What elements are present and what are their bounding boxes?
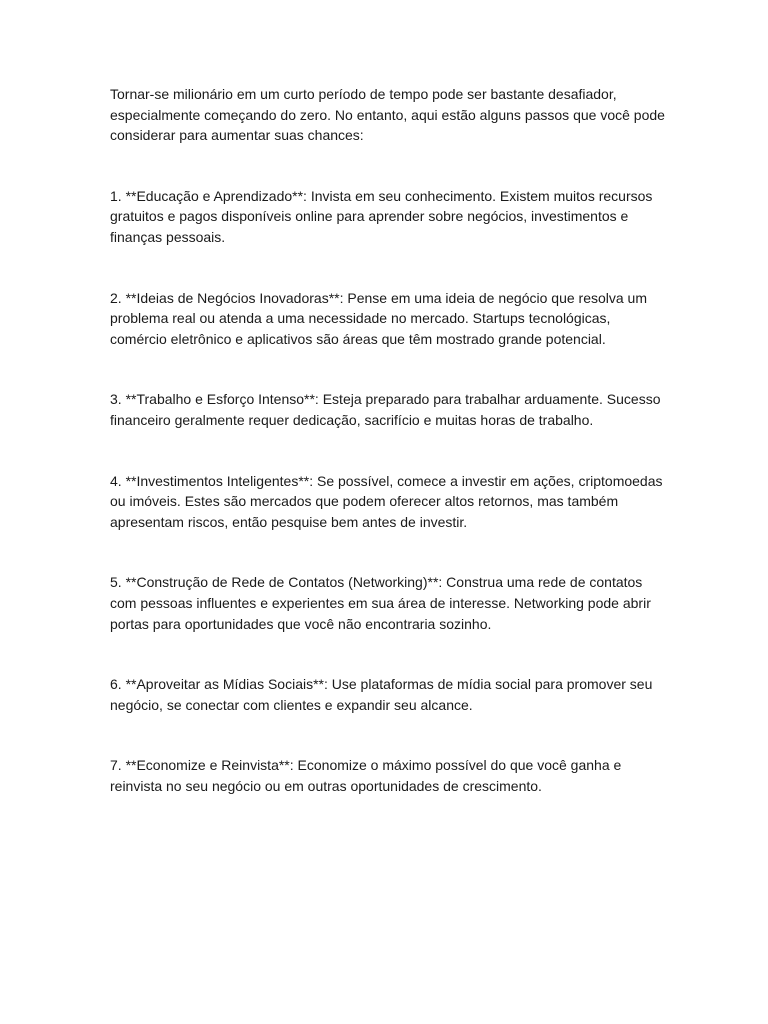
- step-paragraph: 5. **Construção de Rede de Contatos (Networking)**: Construa uma rede de contatos com pessoas influentes e experientes em sua área de interesse. Networking pode abrir portas para oportunidades que você não encontraria sozinho.: [110, 574, 651, 632]
- step-paragraph: 6. **Aproveitar as Mídias Sociais**: Use plataformas de mídia social para promover seu negócio, se conectar com clientes e expandir seu alcance.: [110, 676, 653, 713]
- intro-paragraph: Tornar-se milionário em um curto período de tempo pode ser bastante desafiador, especialmente começando do zero. No entanto, aqui estão alguns passos que você pode considerar para aumentar suas chances:: [110, 86, 665, 144]
- step-paragraph: 3. **Trabalho e Esforço Intenso**: Esteja preparado para trabalhar arduamente. Sucesso financeiro geralmente requer dedicação, sacrifício e muitas horas de trabalho.: [110, 391, 661, 428]
- step-paragraph: 7. **Economize e Reinvista**: Economize o máximo possível do que você ganha e reinvista no seu negócio ou em outras oportunidades de crescimento.: [110, 757, 622, 794]
- step-paragraph: 4. **Investimentos Inteligentes**: Se possível, comece a investir em ações, criptomoedas ou imóveis. Estes são mercados que podem oferecer altos retornos, mas também apresentam riscos, então pesquise bem antes de investir.: [110, 472, 663, 530]
- document-body: [110, 84, 670, 836]
- step-paragraph: 2. **Ideias de Negócios Inovadoras**: Pense em uma ideia de negócio que resolva um problema real ou atenda a uma necessidade no mercado. Startups tecnológicas, comércio eletrônico e aplicativos são áreas que têm mostrado grande potencial.: [110, 289, 647, 347]
- step-paragraph: 1. **Educação e Aprendizado**: Invista em seu conhecimento. Existem muitos recursos gratuitos e pagos disponíveis online para aprender sobre negócios, investimentos e finanças pessoais.: [110, 187, 653, 245]
